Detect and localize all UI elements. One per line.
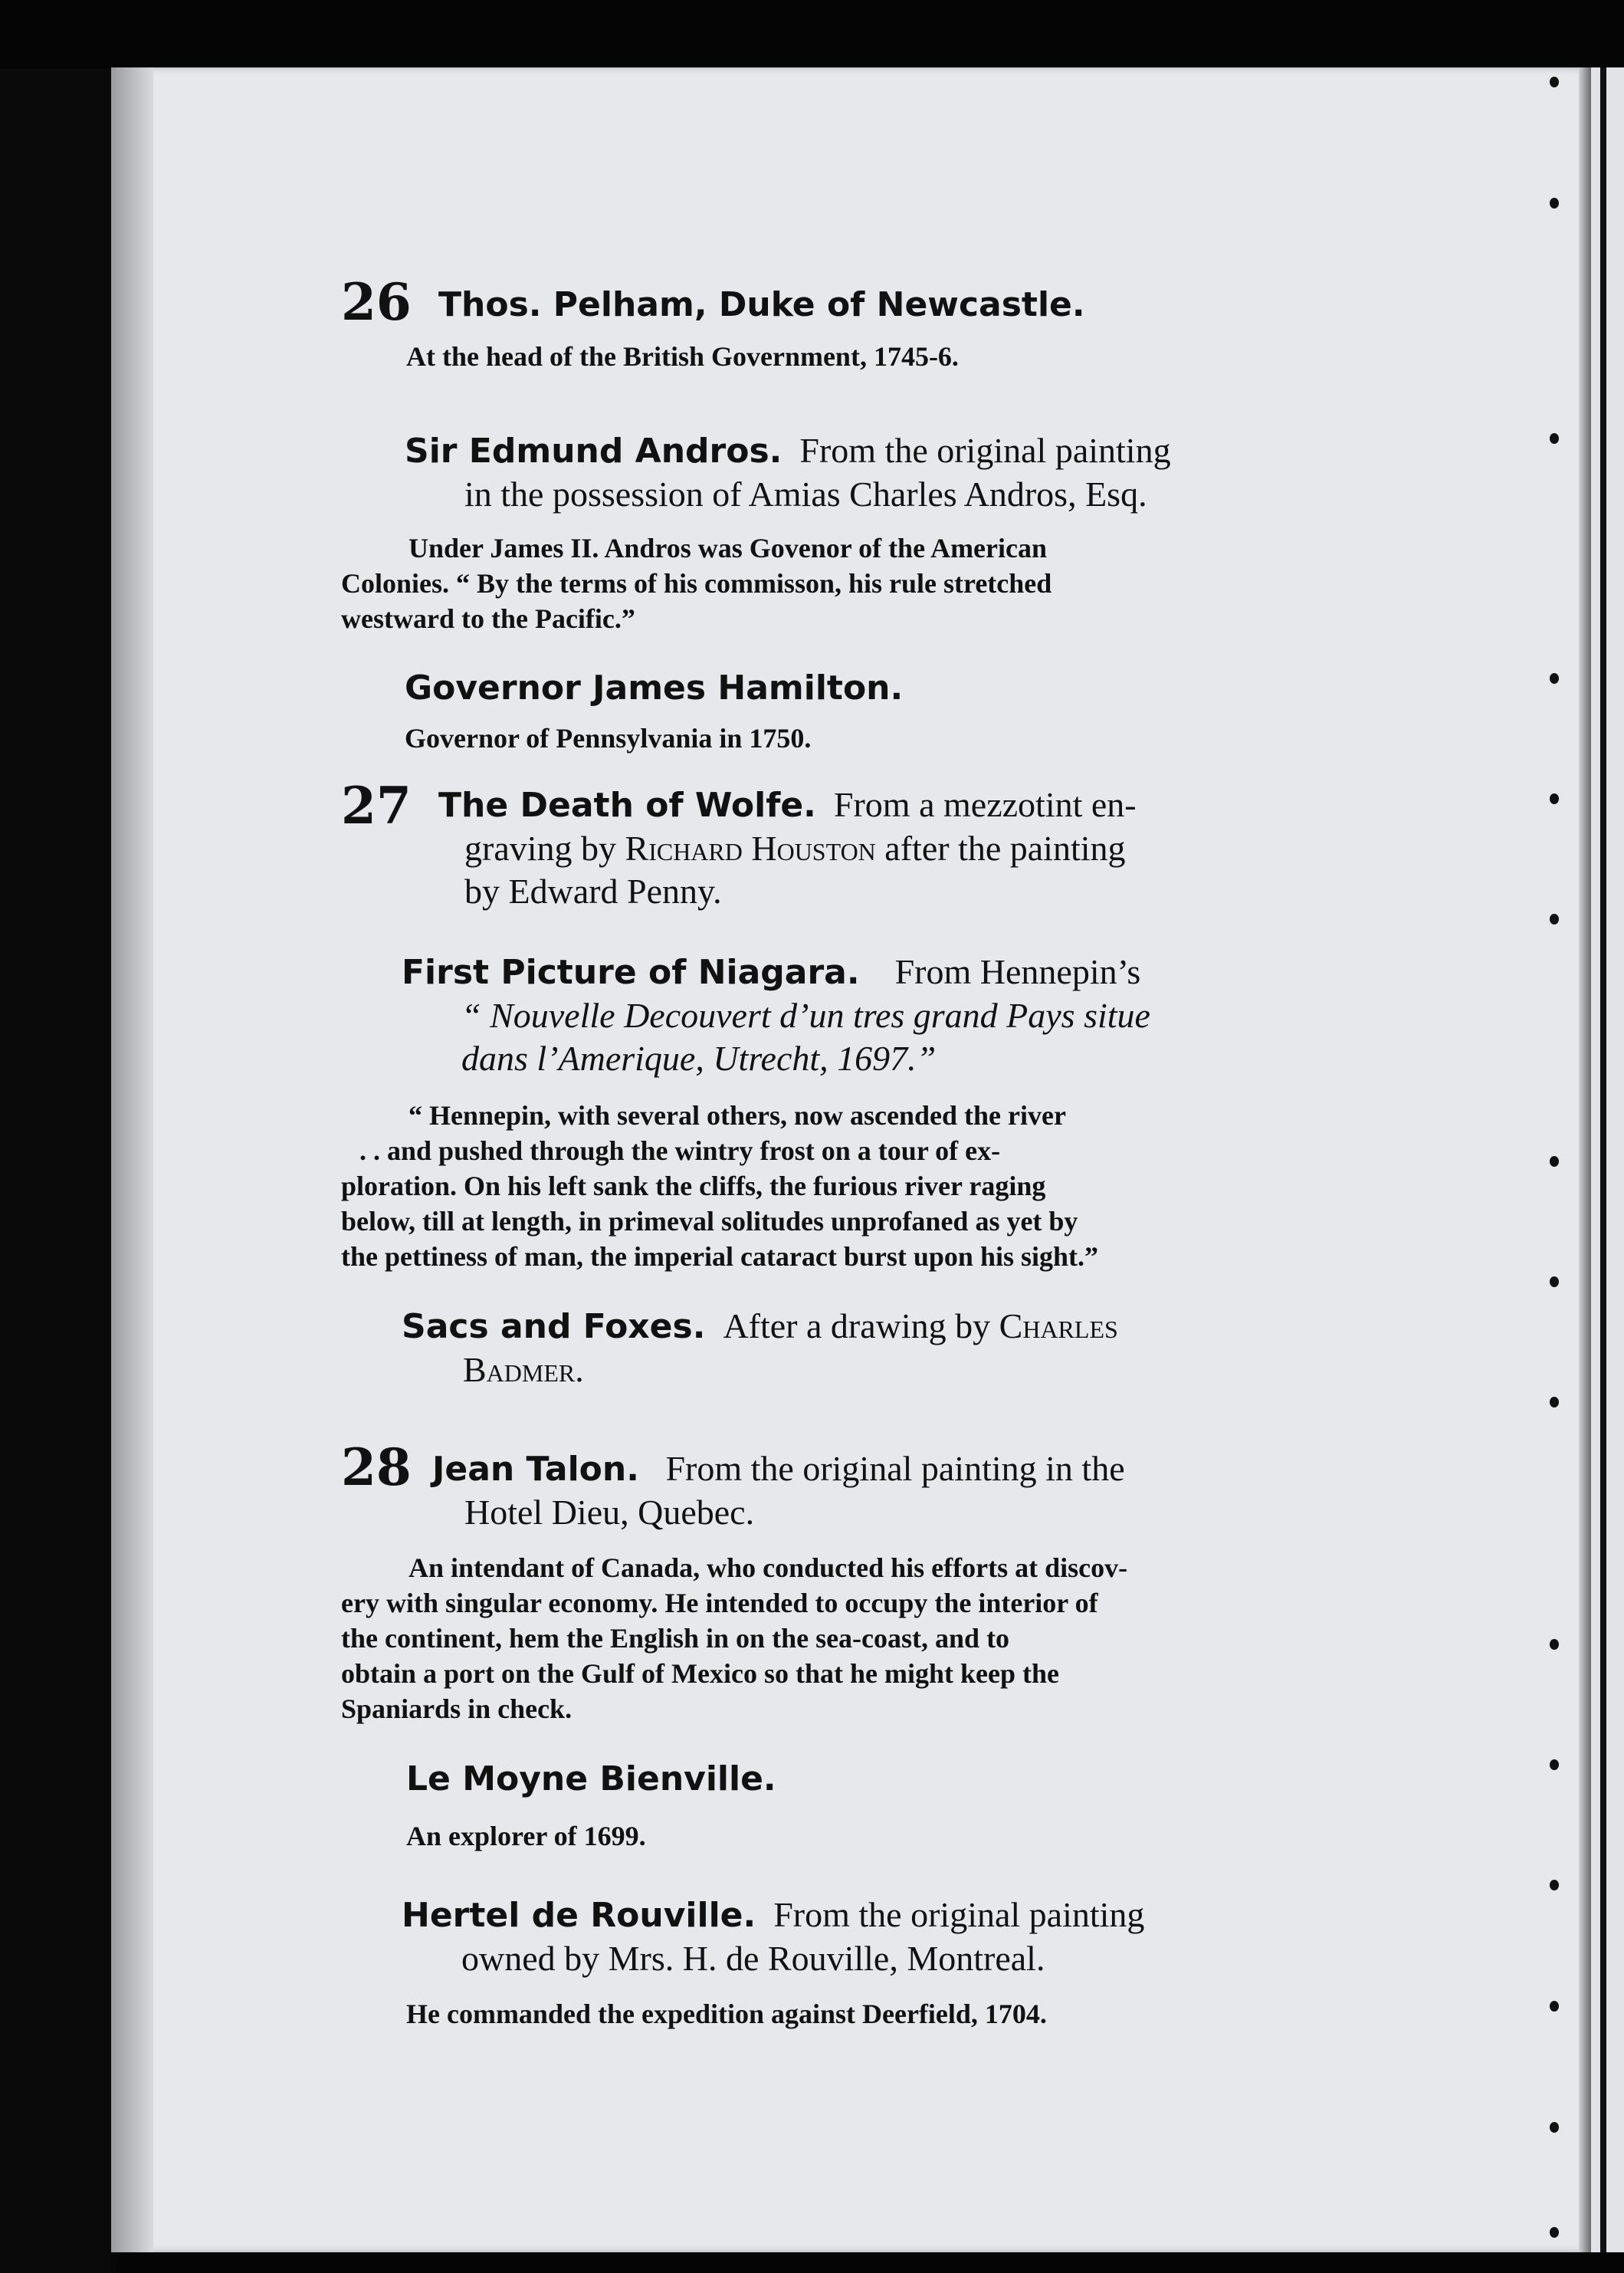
entry-title: Thos. Pelham, Duke of Newcastle. [438,285,1085,324]
adjacent-page-strip [1591,67,1624,2252]
entry-title: Sir Edmund Andros. [405,432,782,471]
entry-newcastle [438,285,1085,324]
entry-text: After a drawing by [723,1306,991,1345]
entry-text: From the original painting in the [665,1449,1125,1488]
quote-line: ploration. On his left sank the cliffs, the furious river raging [341,1171,1046,1201]
entry-title: Le Moyne Bienville. [406,1759,776,1798]
entry-title: Governor James Hamilton. [405,668,904,708]
binding-hole [1550,1639,1559,1650]
note-line: Colonies. “ By the terms of his commisson, his rule stretched [341,568,1052,599]
entry-text: From Hennepin’s [894,952,1141,991]
entry-jean-talon [432,1447,1125,1534]
binding-hole [1550,2001,1559,2012]
note-line: ery with singular economy. He intended to occupy the interior of [341,1588,1098,1618]
binding-hole [1550,198,1559,209]
entry-andros [405,429,1171,516]
entry-number-27: 27 [341,776,412,836]
entry-hamilton [405,668,903,708]
binding-hole [1550,673,1559,684]
note-line: Spaniards in check. [341,1693,573,1724]
entry-sacs-and-foxes [402,1305,1118,1391]
entry-text: after the painting [884,829,1126,868]
artist-name: Charles [999,1306,1118,1345]
note-line: Under James II. Andros was Govenor of the American [408,533,1048,563]
entry-number-26: 26 [341,272,412,332]
note-line: the continent, hem the English in on the sea-coast, and to [341,1623,1010,1654]
entry-text: in the possession of Amias Charles Andros, Esq. [464,475,1147,514]
entry-text: owned by Mrs. H. de Rouville, Montreal. [461,1939,1045,1978]
binding-hole [1550,77,1559,87]
scan-top-border [0,0,1624,69]
entry-note: Governor of Pennsylvania in 1750. [405,723,812,754]
page-right-edge [1579,67,1591,2252]
entry-text: by Edward Penny. [464,872,722,911]
note-line: An intendant of Canada, who conducted his efforts at discov- [408,1552,1128,1583]
entry-text: From the original painting [773,1895,1145,1934]
quote-line: . . and pushed through the wintry frost on a tour of ex- [359,1135,1001,1166]
entry-rouville [402,1894,1144,1980]
binding-hole [1550,1880,1559,1890]
entry-title: The Death of Wolfe. [438,786,816,825]
quote-line: below, till at length, in primeval solitudes unprofaned as yet by [341,1206,1078,1237]
binding-hole [1550,2227,1559,2238]
binding-hole [1550,1759,1559,1770]
entry-death-of-wolfe [438,783,1137,913]
entry-note: He commanded the expedition against Deerfield, 1704. [406,1999,1047,2029]
entry-number-28: 28 [341,1437,412,1497]
binding-hole [1550,1397,1559,1407]
page-left-edge [111,67,153,2252]
scan-bottom-border [111,2252,1624,2273]
entry-text: From the original painting [799,431,1171,470]
entry-note: An explorer of 1699. [406,1821,646,1851]
entry-text: “ Nouvelle Decouvert d’un tres grand Pays situe [461,996,1150,1035]
entry-title: Hertel de Rouville. [402,1896,756,1935]
quote-line: the pettiness of man, the imperial cataract burst upon his sight.” [341,1241,1098,1272]
note-line: obtain a port on the Gulf of Mexico so that he might keep the [341,1658,1059,1689]
entry-text: From a mezzotint en- [833,785,1137,824]
binding-hole [1550,914,1559,925]
binding-hole [1550,433,1559,444]
entry-bienville [406,1759,776,1798]
binding-bar [1600,67,1606,2252]
artist-name: Badmer. [463,1350,584,1389]
entry-quote-block [341,1098,1098,1274]
entry-note-block [341,530,1051,636]
binding-hole [1550,1276,1559,1287]
engraver-name: Richard Houston [625,829,876,868]
entry-note-block [341,1550,1127,1726]
binding-hole [1550,2122,1559,2133]
entry-text: Hotel Dieu, Quebec. [464,1493,755,1532]
binding-hole [1550,1156,1559,1167]
entry-text: graving by [464,829,617,868]
entry-niagara [402,951,1150,1080]
binding-hole [1550,793,1559,804]
entry-note: At the head of the British Government, 1745-6. [406,341,959,372]
quote-line: “ Hennepin, with several others, now ascended the river [408,1100,1066,1131]
entry-text: dans l’Amerique, Utrecht, 1697.” [461,1039,937,1078]
entry-title: Sacs and Foxes. [402,1307,706,1346]
note-line: westward to the Pacific.” [341,603,635,634]
entry-title: First Picture of Niagara. [402,953,860,992]
entry-title: Jean Talon. [432,1450,639,1489]
